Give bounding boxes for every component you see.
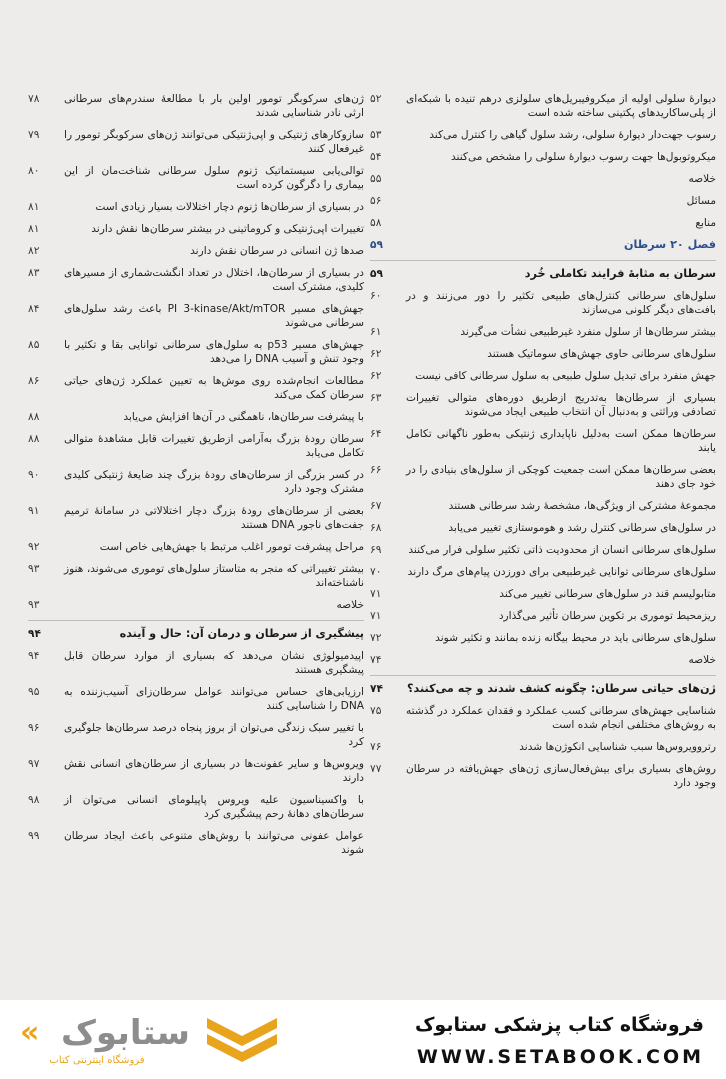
toc-entry-title: جهش‌های مسیر p53 به سلول‌های سرطانی توانایی بقا و تکثیر با وجود تنش و آسیب DNA را می‌دهد — [64, 339, 364, 365]
toc-column-right — [370, 92, 716, 798]
toc-page-number: ۸۱ — [28, 201, 40, 213]
toc-entry — [370, 499, 716, 513]
toc-entry-title: سلول‌های سرطانی باید در محیط بیگانه زنده بمانند و تکثیر شوند — [435, 632, 716, 644]
toc-entry-title: بسیاری از سرطان‌ها به‌تدریج ازطریق دوره‌های متوالی تغییرات تصادفی وراثتی و به‌دنبال آن انتخاب طبیعی ایجاد می‌شوند — [406, 392, 716, 418]
toc-page-number: ۹۳ — [28, 563, 40, 575]
toc-page-number: ۶۹ — [370, 544, 382, 556]
toc-page-number: ۷۴ — [370, 654, 382, 666]
toc-page-number: ۷۱ — [370, 588, 382, 600]
toc-entry — [28, 562, 364, 590]
toc-page-number: ۵۲ — [370, 93, 382, 105]
logo-subtitle: فروشگاه اینترنتی کتاب — [49, 1055, 145, 1066]
toc-page-number: ۸۲ — [28, 245, 40, 257]
toc-entry — [28, 468, 364, 496]
toc-entry-title: سلول‌های سرطانی انسان از محدودیت ذاتی تکثیر سلولی فرار می‌کنند — [408, 544, 716, 556]
toc-page-number: ۷۶ — [370, 741, 382, 753]
toc-page-number: ۹۵ — [28, 686, 40, 698]
toc-entry — [370, 427, 716, 455]
toc-page-number: ۷۸ — [28, 93, 40, 105]
toc-page-number: ۹۱ — [28, 505, 40, 517]
store-footer — [0, 1000, 726, 1079]
toc-entry-title: اپیدمیولوژی نشان می‌دهد که بسیاری از موارد سرطان قابل پیشگیری هستند — [64, 650, 364, 676]
toc-page-number: ۵۵ — [370, 173, 382, 185]
toc-column-left — [28, 92, 364, 865]
toc-page-number: ۸۸ — [28, 433, 40, 445]
toc-page-number: ۸۴ — [28, 303, 40, 315]
logo-wordmark-text: ستابوک — [61, 1013, 190, 1053]
toc-page-number: ۷۷ — [370, 763, 382, 775]
toc-entry-title: سلول‌های سرطانی توانایی غیرطبیعی برای دورزدن پیام‌های مرگ دارند — [407, 566, 716, 578]
toc-entry-title: سازوکارهای ژنتیکی و اپی‌ژنتیکی می‌توانند ژن‌های سرکوبگر تومور را غیرفعال کنند — [64, 129, 364, 155]
setabook-logo-icon — [202, 1008, 282, 1070]
toc-entry-title: مراحل پیشرفت تومور اغلب مرتبط با جهش‌هایی خاص است — [99, 541, 364, 553]
toc-entry — [28, 504, 364, 532]
toc-page-number: ۷۰ — [370, 566, 382, 578]
toc-entry-title: توالی‌یابی سیستماتیک ژنوم سلول سرطانی شناخت‌مان از این بیماری را دگرگون کرده است — [64, 165, 364, 191]
toc-entry — [370, 194, 716, 208]
toc-page-number: ۶۲ — [370, 370, 382, 382]
toc-page-number: ۹۲ — [28, 541, 40, 553]
toc-entry-title: در بسیاری از سرطان‌ها ژنوم دچار اختلالات بسیار زیادی است — [95, 201, 364, 213]
toc-entry-title: با واکسیناسیون علیه ویروس پاپیلومای انسانی می‌توان از سرطان‌های دهانهٔ رحم پیشگیری کرد — [64, 794, 364, 820]
toc-entry-title: سلول‌های سرطانی حاوی جهش‌های سوماتیک هستند — [487, 348, 716, 360]
toc-section-heading — [370, 260, 716, 281]
toc-entry — [28, 598, 364, 612]
toc-page-number: ۶۳ — [370, 392, 382, 404]
toc-page-number: ۹۴ — [28, 650, 40, 662]
toc-entry — [370, 369, 716, 383]
toc-entry — [370, 391, 716, 419]
toc-entry-title: ریزمحیط توموری بر تکوین سرطان تأثیر می‌گذارد — [498, 610, 716, 622]
toc-entry — [370, 150, 716, 164]
toc-entry-title: با پیشرفت سرطان‌ها، ناهمگنی در آن‌ها افزایش می‌یابد — [123, 411, 364, 423]
toc-entry-title: سرطان‌ها ممکن است به‌دلیل ناپایداری ژنتیکی به‌طور ناگهانی تکامل یابند — [406, 428, 716, 454]
toc-entry — [370, 631, 716, 645]
toc-entry — [370, 172, 716, 186]
toc-page-number: ۶۱ — [370, 326, 382, 338]
toc-entry — [28, 432, 364, 460]
toc-page-number: ۹۰ — [28, 469, 40, 481]
toc-entry — [370, 128, 716, 142]
toc-entry — [370, 587, 716, 601]
toc-page-number: ۹۸ — [28, 794, 40, 806]
toc-entry-title: بیشتر تغییراتی که منجر به متاستاز سلول‌های توموری می‌شوند، هنوز ناشناخته‌اند — [64, 563, 364, 589]
toc-entry-title: میکروتوبول‌ها جهت رسوب دیوارهٔ سلولی را مشخص می‌کنند — [450, 151, 716, 163]
toc-page-number: ۶۲ — [370, 348, 382, 360]
toc-entry-title: مسائل — [686, 195, 716, 207]
toc-page-number: ۷۵ — [370, 705, 382, 717]
toc-entry-title: سلول‌های سرطانی کنترل‌های طبیعی تکثیر را دور می‌زنند و در بافت‌های دیگر کلونی می‌سازند — [406, 290, 716, 316]
toc-page-number: ۸۱ — [28, 223, 40, 235]
toc-page-number: ۶۰ — [370, 290, 382, 302]
toc-entry-title: بیشتر سرطان‌ها از سلول منفرد غیرطبیعی نشأت می‌گیرند — [460, 326, 716, 338]
toc-entry-title: دیوارهٔ سلولی اولیه از میکروفیبریل‌های سلولزی درهم تنیده با شبکه‌ای از پلی‌ساکاریدهای پکتینی ساخته شده است — [406, 93, 716, 119]
toc-entry — [28, 222, 364, 236]
toc-entry — [28, 685, 364, 713]
toc-page-number: ۷۴ — [370, 683, 383, 695]
toc-entry-title: ژن‌های حیاتی سرطان: چگونه کشف شدند و چه می‌کنند؟ — [407, 682, 716, 695]
toc-entry-title: مطالعات انجام‌شده روی موش‌ها به تعیین عملکرد ژن‌های حیاتی سرطان کمک می‌کند — [64, 375, 364, 401]
toc-entry — [370, 92, 716, 120]
toc-entry-title: خلاصه — [688, 173, 716, 185]
toc-page-number: ۹۳ — [28, 599, 40, 611]
toc-entry — [370, 216, 716, 230]
toc-entry-title: صدها ژن انسانی در سرطان نقش دارند — [190, 245, 364, 257]
toc-entry — [28, 92, 364, 120]
toc-entry — [370, 543, 716, 557]
toc-entry — [370, 289, 716, 317]
toc-page-number: ۵۸ — [370, 217, 382, 229]
toc-entry — [28, 164, 364, 192]
toc-entry-title: در سلول‌های سرطانی کنترل رشد و هوموستازی تغییر می‌یابد — [448, 522, 716, 534]
toc-page-number: ۶۴ — [370, 428, 382, 440]
toc-entry — [370, 521, 716, 535]
toc-entry — [370, 463, 716, 491]
toc-section-heading — [370, 675, 716, 696]
toc-entry — [28, 757, 364, 785]
toc-page-number: ۸۳ — [28, 267, 40, 279]
toc-entry — [28, 721, 364, 749]
toc-entry-title: سرطان به مثابهٔ فرایند تکاملی خُرد — [524, 267, 716, 280]
toc-entry-title: ژن‌های سرکوبگر تومور اولین بار با مطالعهٔ سندرم‌های سرطانی ارثی نادر شناسایی شدند — [64, 93, 364, 119]
toc-entry-title: بعضی سرطان‌ها ممکن است جمعیت کوچکی از سلول‌های بنیادی را در خود جای دهند — [406, 464, 716, 490]
toc-entry — [28, 649, 364, 677]
toc-entry-title: روش‌های بسیاری برای بیش‌فعال‌سازی ژن‌های جهش‌یافته در سرطان وجود دارد — [406, 763, 716, 789]
toc-entry-title: متابولیسم قند در سلول‌های سرطانی تغییر می‌کند — [499, 588, 716, 600]
toc-entry — [370, 740, 716, 754]
toc-entry — [28, 540, 364, 554]
toc-page-number: ۷۲ — [370, 632, 382, 644]
toc-entry-title: با تغییر سبک زندگی می‌توان از بروز پنجاه درصد سرطان‌ها جلوگیری کرد — [64, 722, 364, 748]
toc-entry-title: رتروویروس‌ها سبب شناسایی انکوژن‌ها شدند — [519, 741, 716, 753]
toc-entry — [370, 762, 716, 790]
toc-entry-title: در کسر بزرگی از سرطان‌های رودهٔ بزرگ چند ضایعهٔ ژنتیکی کلیدی مشترک وجود دارد — [64, 469, 364, 495]
toc-entry — [28, 793, 364, 821]
toc-page-number: ۸۶ — [28, 375, 40, 387]
toc-entry-title: در بسیاری از سرطان‌ها، اختلال در تعداد انگشت‌شماری از مسیرهای کلیدی، مشترک است — [64, 267, 364, 293]
toc-page-number: ۵۹ — [370, 239, 383, 251]
setabook-wordmark — [14, 1006, 194, 1054]
toc-entry — [28, 374, 364, 402]
toc-entry — [28, 338, 364, 366]
toc-entry — [370, 325, 716, 339]
toc-entry — [28, 302, 364, 330]
toc-page-number: ۷۹ — [28, 129, 40, 141]
toc-entry-title: ارزیابی‌های حساس می‌توانند عوامل سرطان‌زای آسیب‌زننده به DNA را شناسایی کنند — [64, 686, 364, 712]
toc-entry-title: خلاصه — [336, 599, 364, 611]
toc-page-number: ۸۸ — [28, 411, 40, 423]
toc-page-number: ۹۶ — [28, 722, 40, 734]
toc-entry-title: پیشگیری از سرطان و درمان آن: حال و آینده — [119, 627, 364, 640]
toc-entry-title: مجموعهٔ مشترکی از ویژگی‌ها، مشخصهٔ رشد سرطانی هستند — [448, 500, 716, 512]
toc-entry — [28, 200, 364, 214]
toc-entry-title: رسوب جهت‌دار دیوارهٔ سلولی، رشد سلول گیاهی را کنترل می‌کند — [429, 129, 716, 141]
toc-page-number: ۹۹ — [28, 830, 40, 842]
toc-page-number: ۶۶ — [370, 464, 382, 476]
toc-entry-title: ویروس‌ها و سایر عفونت‌ها در بسیاری از سرطان‌های انسانی نقش دارند — [64, 758, 364, 784]
toc-entry-title: بعضی از سرطان‌های رودهٔ بزرگ دچار اختلالاتی در سامانهٔ ترمیم جفت‌های ناجور DNA هستند — [64, 505, 364, 531]
toc-page-number: ۶۸ — [370, 522, 382, 534]
toc-page-number: ۵۳ — [370, 129, 382, 141]
toc-entry-title: جهش منفرد برای تبدیل سلول طبیعی به سلول سرطانی کافی نیست — [415, 370, 716, 382]
toc-entry — [370, 653, 716, 667]
toc-entry — [28, 266, 364, 294]
toc-page-number: ۵۹ — [370, 268, 383, 280]
toc-page-number: ۹۴ — [28, 628, 41, 640]
toc-entry-title: منابع — [695, 217, 716, 229]
toc-entry-title: تغییرات اپی‌ژنتیکی و کروماتینی در بیشتر سرطان‌ها نقش دارند — [91, 223, 364, 235]
toc-entry — [370, 565, 716, 579]
toc-page-number: ۹۷ — [28, 758, 40, 770]
toc-page-number: ۸۵ — [28, 339, 40, 351]
toc-entry — [28, 128, 364, 156]
toc-entry — [370, 704, 716, 732]
toc-entry — [370, 609, 716, 623]
toc-section-heading — [28, 620, 364, 641]
toc-page-number: ۵۶ — [370, 195, 382, 207]
toc-entry-title: عوامل عفونی می‌توانند با روش‌های متنوعی باعث ایجاد سرطان شوند — [64, 830, 364, 856]
svg-text:«: « — [20, 1015, 40, 1050]
toc-entry — [370, 347, 716, 361]
toc-chapter-heading — [370, 238, 716, 252]
store-url[interactable]: WWW.SETABOOK.COM — [416, 1046, 704, 1068]
toc-entry-title: شناسایی جهش‌های سرطانی کسب عملکرد و فقدان عملکرد در گذشته به روش‌های مختلفی انجام شده است — [406, 705, 716, 731]
toc-entry — [28, 244, 364, 258]
toc-page-number: ۶۷ — [370, 500, 382, 512]
toc-entry-title: جهش‌های مسیر PI 3-kinase/Akt/mTOR باعث رشد سلول‌های سرطانی می‌شوند — [64, 303, 364, 329]
toc-page-number: ۸۰ — [28, 165, 40, 177]
toc-entry — [28, 410, 364, 424]
store-name: فروشگاه کتاب پزشکی ستابوک — [414, 1014, 704, 1036]
toc-entry-title: فصل ۲۰ سرطان — [623, 238, 716, 251]
toc-entry — [28, 829, 364, 857]
toc-entry-title: خلاصه — [688, 654, 716, 666]
toc-page-number: ۷۱ — [370, 610, 382, 622]
toc-page-number: ۵۴ — [370, 151, 382, 163]
toc-entry-title: سرطان رودهٔ بزرگ به‌آرامی ازطریق تغییرات قابل مشاهدهٔ متوالی تکامل می‌یابد — [64, 433, 364, 459]
